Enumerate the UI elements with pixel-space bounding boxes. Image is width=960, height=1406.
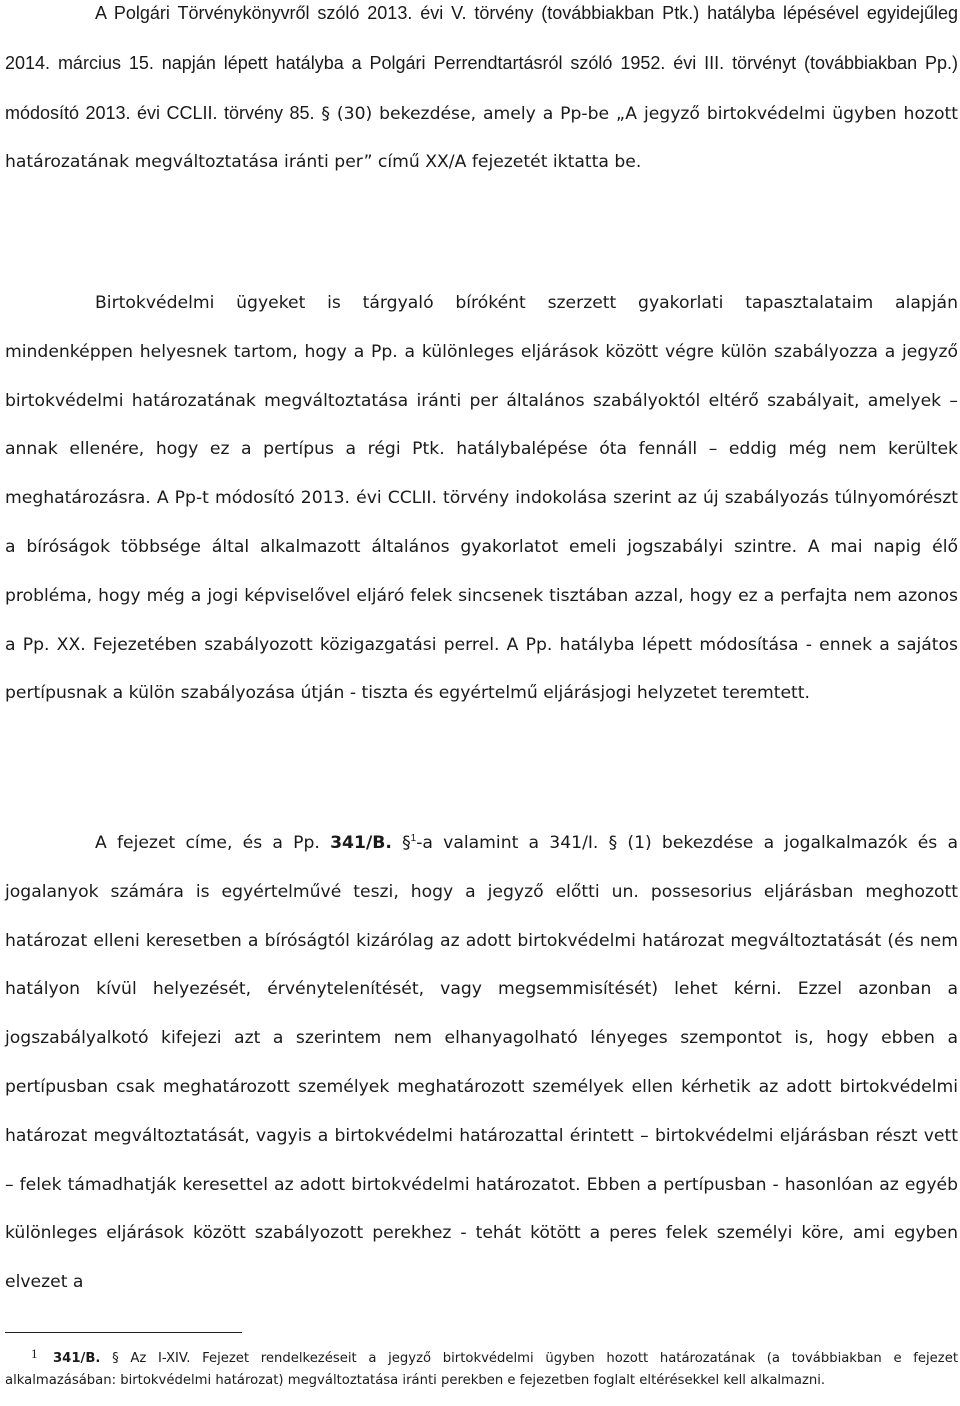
footnote-separator <box>5 1332 242 1333</box>
paragraph-intro-part-b: § (30) bekezdése, <box>314 103 477 124</box>
section-reference-bold: 341/B. <box>330 833 392 853</box>
footnote-number: 1 <box>31 1346 38 1361</box>
footnote <box>5 1343 958 1391</box>
footnote-text: § Az I-XIV. Fejezet rendelkezéseit a jegyző birtokvédelmi ügyben hozott határozatának (a továbbiakban e fejezet alkalmazásában: birtokvédelmi határozat) megváltoztatása iránti perekben e fejezetben foglalt eltérésekkel kell alkalmazni. <box>5 1351 958 1388</box>
paragraph-intro-part-c: amely a Pp-be „A jegyző birtokvédelmi ügyben hozott határozatának megváltoztatása iránti per” című XX/A fejezetét iktatta be. <box>5 103 958 173</box>
paragraph-experience: Birtokvédelmi ügyeket is tárgyaló bíróként szerzett gyakorlati tapasztalataim alapján mindenképpen helyesnek tartom, hogy a Pp. a különleges eljárások között végre külön szabályozza a jegyző birtokvédelmi határozatának megváltoztatása iránti per általános szabályoktól eltérő szabályait, amelyek – annak ellenére, hogy ez a pertípus a régi Ptk. hatálybalépése óta fennáll – eddig még nem kerültek meghatározásra. A Pp-t módosító 2013. évi CCLII. törvény indokolása szerint az új szabályozás túlnyomórészt a bíróságok többsége által alkalmazott általános gyakorlatot emeli jogszabályi szintre. A mai napig élő probléma, hogy még a jogi képviselővel eljáró felek sincsenek tisztában azzal, hogy ez a perfajta nem azonos a Pp. XX. Fejezetében szabályozott közigazgatási perrel. A Pp. hatályba lépett módosítása - ennek a sajátos pertípusnak a külön szabályozása útján - tiszta és egyértelmű eljárásjogi helyzetet teremtett. <box>5 293 958 704</box>
paragraph-intro <box>5 0 958 187</box>
footnote-reference[interactable]: 1 <box>410 833 417 844</box>
paragraph-chapter-title <box>5 819 958 1307</box>
paragraph-intro-part-a: A Polgári Törvénykönyvről szóló 2013. évi V. törvény (továbbiakban Ptk.) hatályba lépésével egyidejűleg 2014. március 15. napján lépett hatályba a Polgári Perrendtartásról szóló 1952. évi III. törvényt (továbbiakban Pp.) módosító 2013. évi CCLII. törvény 85. <box>5 3 958 123</box>
paragraph-chapter-part-d: -a valamint a 341/I. § (1) bekezdése a jogalkalmazók és a jogalanyok számára is egyértelművé teszi, hogy a jegyző előtti un. possesorius eljárásban meghozott határozat elleni keresetben a bíróságtól kizárólag az adott birtokvédelmi határozat megváltoztatását (és nem hatályon kívül helyezését, érvénytelenítését, vagy megsemmisítését) lehet kérni. Ezzel azonban a jogszabályalkotó kifejezi azt a szerintem nem elhanyagolható lényeges szempontot is, hogy ebben a pertípusban csak meghatározott személyek meghatározott személyek ellen kérhetik az adott birtokvédelmi határozat megváltoztatását, vagyis a birtokvédelmi határozattal érintett – birtokvédelmi eljárásban részt vett – felek támadhatják keresettel az adott birtokvédelmi határozatot. Ebben a pertípusban - hasonlóan az egyéb különleges eljárások között szabályozott perekhez - tehát kötött a peres felek személyi köre, ami egyben elvezet a <box>5 833 958 1293</box>
paragraph-chapter-part-a: A fejezet címe, és a Pp. <box>95 833 331 853</box>
paragraph-chapter-part-c: § <box>391 833 411 853</box>
footnote-section-bold: 341/B. <box>53 1351 101 1366</box>
